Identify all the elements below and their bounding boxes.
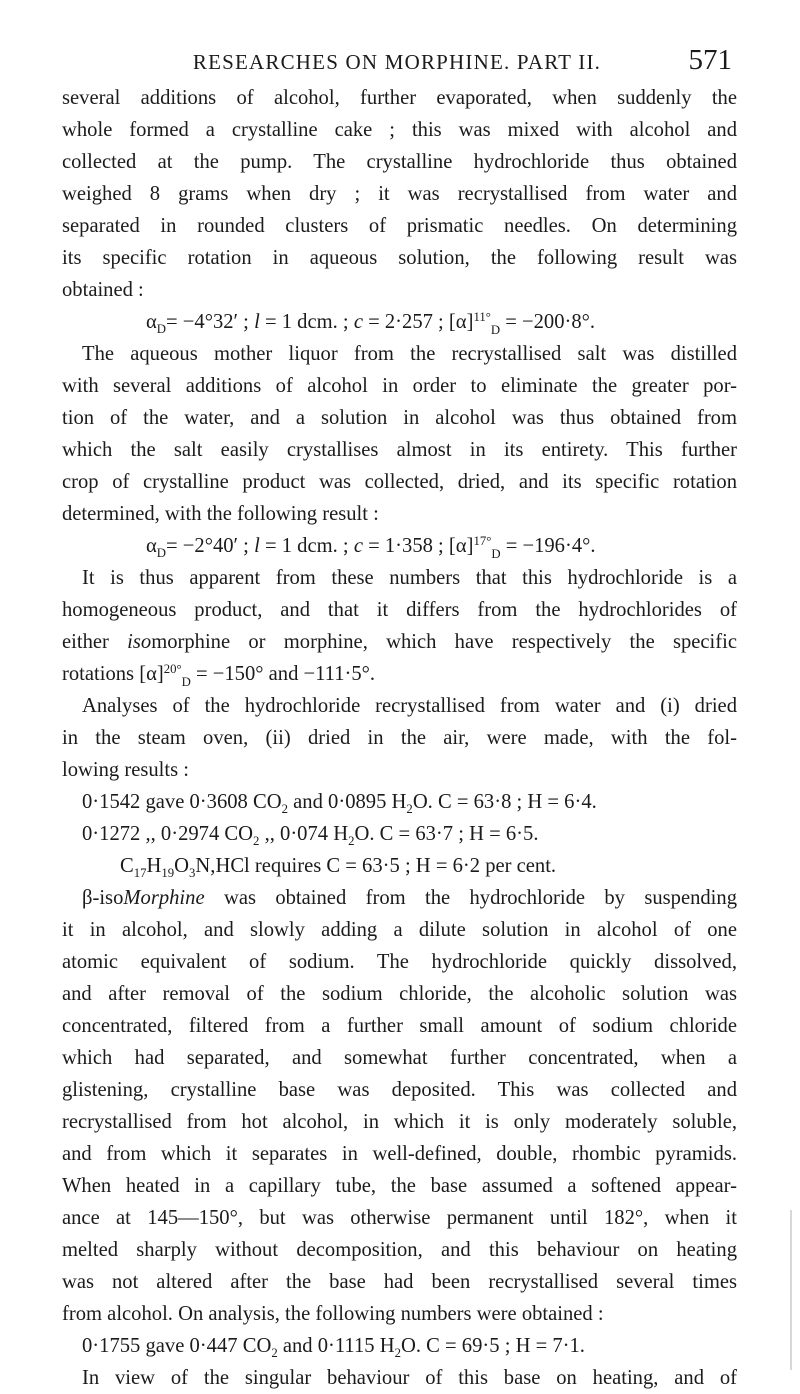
- text-line: homogeneous product, and that it differs from the hydrochlorides of: [62, 599, 737, 621]
- text-run: was obtained from the hydrochloride by suspending: [204, 887, 737, 909]
- formula-text: = 1 dcm. ;: [259, 535, 349, 557]
- text-line: its specific rotation in aqueous solution, the following result was: [62, 247, 737, 269]
- analysis-line-3: [62, 1330, 737, 1362]
- text-run: and 0·0895 H: [288, 791, 407, 813]
- text-run: O. C = 63·8 ; H = 6·4.: [412, 791, 597, 813]
- text-line: ance at 145—150°, but was otherwise permanent until 182°, when it: [62, 1207, 737, 1229]
- text-run: H: [146, 855, 162, 877]
- italic-term: Morphine: [123, 887, 205, 909]
- analysis-line-1: [62, 786, 737, 818]
- text-run: N,HCl requires C = 63·5 ; H = 6·2 per cent.: [195, 855, 557, 877]
- rotation-formula-2: [62, 530, 737, 562]
- formula-text: = −2°40′ ;: [166, 535, 249, 557]
- superscript: 17°: [473, 534, 492, 549]
- sup-sub-pair: [164, 659, 191, 691]
- text-line: which the salt easily crystallises almost in its entirety. This further: [62, 439, 737, 461]
- variable-l: l: [254, 535, 260, 557]
- variable-c: c: [353, 535, 363, 557]
- formula-text: = −200·8°.: [500, 311, 596, 333]
- subscript: D: [490, 323, 501, 338]
- text-line: was not altered after the base had been recrystallised several times: [62, 1271, 737, 1293]
- variable-c: c: [353, 311, 363, 333]
- text-line: obtained :: [62, 279, 144, 301]
- page-number: 571: [688, 44, 732, 76]
- text-line: concentrated, filtered from a further small amount of sodium chloride: [62, 1015, 737, 1037]
- text-line: In view of the singular behaviour of this base on heating, and of: [82, 1367, 737, 1389]
- text-line: whole formed a crystalline cake ; this was mixed with alcohol and: [62, 119, 737, 141]
- text-run: 0·1542 gave 0·3608 CO: [82, 791, 282, 813]
- formula-text: = −4°32′ ;: [166, 311, 249, 333]
- subscript: 2: [271, 1346, 278, 1361]
- text-line: crop of crystalline product was collected, dried, and its specific rotation: [62, 471, 737, 493]
- text-run: either: [62, 631, 128, 653]
- text-line: several additions of alcohol, further evaporated, when suddenly the: [62, 87, 737, 109]
- subscript: D: [491, 547, 501, 562]
- text-line: determined, with the following result :: [62, 503, 379, 525]
- text-line: and after removal of the sodium chloride, the alcoholic solution was: [62, 983, 737, 1005]
- text-line: it in alcohol, and slowly adding a dilute solution in alcohol of one: [62, 919, 737, 941]
- subscript: 2: [253, 834, 260, 849]
- analysis-line-2: [62, 818, 737, 850]
- body-text: [62, 82, 737, 1394]
- text-line: It is thus apparent from these numbers that this hydrochloride is a: [82, 567, 737, 589]
- subscript: 19: [161, 866, 175, 881]
- subscript: 17: [133, 866, 147, 881]
- text-line: lowing results :: [62, 759, 189, 781]
- subscript: 2: [281, 802, 289, 817]
- alpha-symbol: α: [146, 535, 157, 557]
- text-run: 0·1755 gave 0·447 CO: [82, 1335, 272, 1357]
- text-line: and from which it separates in well-defined, double, rhombic pyramids.: [62, 1143, 737, 1165]
- text-run: rotations [α]: [62, 663, 164, 685]
- text-run: morphine or morphine, which have respectively the specific: [151, 631, 737, 653]
- text-line: recrystallised from hot alcohol, in which it is only moderately soluble,: [62, 1111, 737, 1133]
- text-line: Analyses of the hydrochloride recrystallised from water and (i) dried: [82, 695, 737, 717]
- text-line: in the steam oven, (ii) dried in the air, were made, with the fol-: [62, 727, 737, 749]
- text-line: [62, 658, 737, 690]
- superscript: 20°: [163, 662, 182, 677]
- text-line: The aqueous mother liquor from the recrystallised salt was distilled: [82, 343, 737, 365]
- text-run: C: [120, 855, 134, 877]
- text-run: ,, 0·074 H: [259, 823, 349, 845]
- analysis-requirement: [62, 850, 737, 882]
- page-header: [62, 44, 732, 80]
- formula-text: = 1 dcm. ;: [259, 311, 349, 333]
- subscript: 2: [394, 1346, 401, 1361]
- text-line: tion of the water, and a solution in alcohol was thus obtained from: [62, 407, 737, 429]
- text-line: atomic equivalent of sodium. The hydrochloride quickly dissolved,: [62, 951, 737, 973]
- sup-sub-pair: [473, 307, 500, 339]
- subscript: 3: [189, 866, 196, 881]
- formula-text: = 2·257 ; [α]: [362, 311, 474, 333]
- text-line: weighed 8 grams when dry ; it was recrystallised from water and: [62, 183, 737, 205]
- formula-text: = −196·4°.: [500, 535, 596, 557]
- subscript: D: [156, 546, 167, 561]
- subscript: D: [181, 675, 191, 690]
- text-line: melted sharply without decomposition, and this behaviour on heating: [62, 1239, 737, 1261]
- text-line: from alcohol. On analysis, the following numbers were obtained :: [62, 1303, 604, 1325]
- scan-edge-mark: [790, 1210, 792, 1370]
- variable-l: l: [254, 311, 260, 333]
- formula-text: = 1·358 ; [α]: [362, 535, 474, 557]
- text-run: = −150° and −111·5°.: [190, 663, 376, 685]
- text-line: glistening, crystalline base was deposited. This was collected and: [62, 1079, 737, 1101]
- subscript: D: [156, 322, 167, 337]
- subscript: 2: [406, 802, 413, 817]
- text-run: 0·1272 ,, 0·2974 CO: [82, 823, 254, 845]
- sup-sub-pair: [473, 531, 500, 563]
- text-line: separated in rounded clusters of prismatic needles. On determining: [62, 215, 737, 237]
- text-run: β-iso: [82, 887, 124, 909]
- running-title: RESEARCHES ON MORPHINE. PART II.: [192, 50, 602, 74]
- superscript: 11°: [473, 310, 491, 325]
- text-line: which had separated, and somewhat further concentrated, when a: [62, 1047, 737, 1069]
- text-line: [62, 882, 737, 914]
- text-run: O: [174, 855, 190, 877]
- text-run: O. C = 69·5 ; H = 7·1.: [400, 1335, 585, 1357]
- text-run: and 0·1115 H: [277, 1335, 395, 1357]
- alpha-symbol: α: [146, 311, 157, 333]
- text-line: with several additions of alcohol in order to eliminate the greater por-: [62, 375, 737, 397]
- italic-prefix: iso: [127, 631, 152, 653]
- text-run: O. C = 63·7 ; H = 6·5.: [354, 823, 539, 845]
- text-line: collected at the pump. The crystalline hydrochloride thus obtained: [62, 151, 737, 173]
- text-line: [62, 626, 737, 658]
- subscript: 2: [348, 834, 355, 849]
- text-line: When heated in a capillary tube, the base assumed a softened appear-: [62, 1175, 737, 1197]
- rotation-formula-1: [62, 306, 737, 338]
